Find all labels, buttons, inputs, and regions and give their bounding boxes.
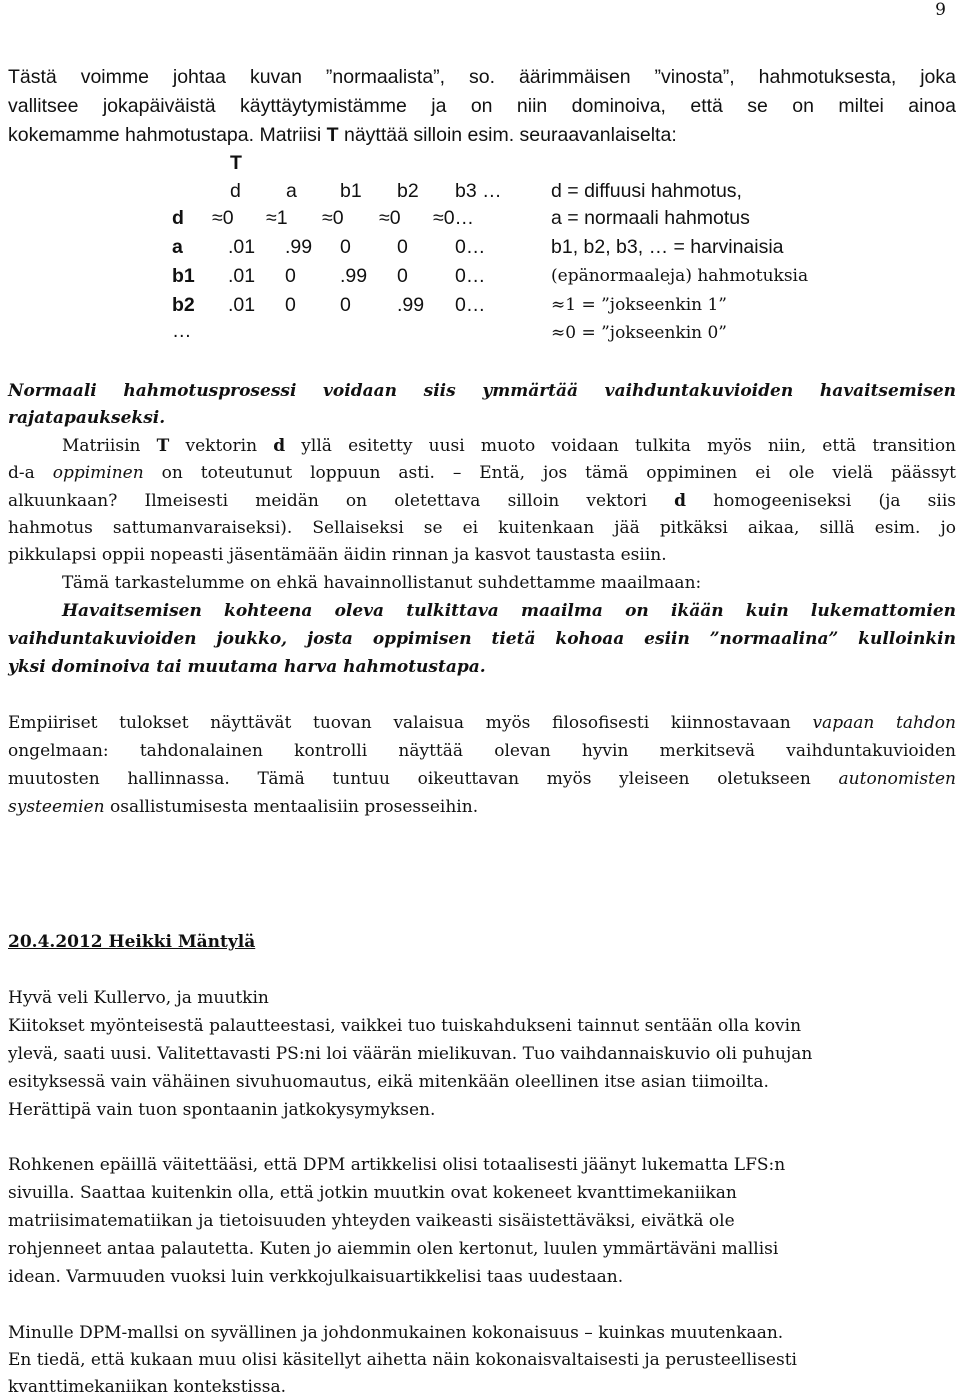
letter-line: idean. Varmuuden vuoksi luin verkkojulkaisuartikkelisi taas uudestaan.: [8, 1267, 624, 1287]
emphasis2-line-2: vaihduntakuvioiden joukko, josta oppimisen tietä kohoaa esiin ”normaalina” kulloinkin: [8, 629, 956, 649]
matrix-cell: .99: [397, 294, 425, 316]
matrix-cell: 0: [340, 236, 351, 258]
letter-line: ylevä, saati uusi. Valitettavasti PS:ni loi väärän mielikuvan. Tuo vaihdannaiskuvio oli puhujan: [8, 1044, 813, 1064]
intro-line-2: vallitsee jokapäiväistä käyttäytymistämme ja on niin dominoiva, että se on miltei ainoa: [8, 95, 956, 117]
matrix-cell: .99: [340, 265, 368, 287]
letter-line: Rohkenen epäillä väitettääsi, että DPM artikkelisi olisi totaalisesti jäänyt lukematta LFS:n: [8, 1155, 786, 1175]
matrix-col-header: b1: [340, 180, 362, 202]
emphasis-line-2: rajatapaukseksi.: [8, 408, 166, 428]
para2-line-5: pikkulapsi oppii nopeasti jäsentämään äidin rinnan ja kasvot taustasta esiin.: [8, 545, 667, 565]
letter-line: Kiitokset myönteisestä palautteestasi, vaikkei tuo tuiskahdukseni tainnut sentään olla kovin: [8, 1016, 802, 1036]
para2-line-2: d-a oppiminen on toteutunut loppuun asti. – Entä, jos tämä oppiminen ei ole vielä päässyt: [8, 463, 956, 483]
emphasis-line-1: Normaali hahmotusprosessi voidaan siis ymmärtää vaihduntakuvioiden havaitsemisen: [8, 381, 956, 401]
matrix-row-label: b2: [172, 294, 195, 316]
intro-line-3: kokemamme hahmotustapa. Matriisi T näyttää silloin esim. seuraavanlaiselta:: [8, 124, 677, 146]
letter-line: esityksessä vain vähäinen sivuhuomautus, eikä mitenkään oleellinen itse asian tiimoilta.: [8, 1072, 769, 1092]
matrix-cell: .01: [228, 236, 256, 258]
matrix-cell: 0: [340, 294, 351, 316]
letter-line: kvanttimekaniikan kontekstissa.: [8, 1377, 286, 1397]
matrix-legend-item: a = normaali hahmotus: [551, 207, 750, 229]
matrix-row-label: d: [172, 207, 184, 229]
para2-line-3: alkuunkaan? Ilmeisesti meidän on oletettava silloin vektori d homogeeniseksi (ja siis: [8, 491, 956, 511]
matrix-cell: .01: [228, 294, 256, 316]
matrix-row-label: a: [172, 236, 183, 258]
matrix-col-header: b3 …: [455, 180, 502, 202]
matrix-legend-item: d = diffuusi hahmotus,: [551, 180, 742, 202]
matrix-col-header: d: [230, 180, 241, 202]
matrix-col-header: b2: [397, 180, 419, 202]
para4-line-1: Empiiriset tulokset näyttävät tuovan valaisua myös filosofisesti kiinnostavaan vapaan tahdon: [8, 713, 956, 733]
matrix-cell: ≈0: [212, 207, 234, 229]
matrix-legend-item: ≈0 = ”jokseenkin 0”: [551, 323, 728, 343]
para4-line-4: systeemien osallistumisesta mentaalisiin prosesseihin.: [8, 797, 479, 817]
matrix-col-header: a: [286, 180, 297, 202]
matrix-legend-item: b1, b2, b3, … = harvinaisia: [551, 236, 784, 258]
matrix-cell: ≈0: [322, 207, 344, 229]
date-signature: 20.4.2012 Heikki Mäntylä: [8, 932, 256, 952]
matrix-row-label: b1: [172, 265, 195, 287]
matrix-cell: ≈0…: [433, 207, 475, 229]
matrix-title: T: [230, 152, 242, 174]
letter-line: Herättipä vain tuon spontaanin jatkokysymyksen.: [8, 1100, 436, 1120]
matrix-cell: 0…: [455, 236, 486, 258]
para4-line-3: muutosten hallinnassa. Tämä tuntuu oikeuttavan myös yleiseen oletukseen autonomisten: [8, 769, 956, 789]
matrix-cell: .01: [228, 265, 256, 287]
matrix-cell: 0: [285, 294, 296, 316]
para3: Tämä tarkastelumme on ehkä havainnollistanut suhdettamme maailmaan:: [62, 573, 702, 593]
matrix-cell: 0: [397, 265, 408, 287]
letter-line: En tiedä, että kukaan muu olisi käsitellyt aihetta näin kokonaisvaltaisesti ja perusteellisesti: [8, 1350, 797, 1370]
matrix-cell: 0…: [455, 294, 486, 316]
letter-line: matriisimatematiikan ja tietoisuuden yhteyden vaikeasti sisäistettäväksi, eivätkä ole: [8, 1211, 735, 1231]
matrix-cell: 0: [397, 236, 408, 258]
para4-line-2: ongelmaan: tahdonalainen kontrolli näyttää olevan hyvin merkitsevä vaihduntakuvioiden: [8, 741, 956, 761]
para2-line-4: hahmotus sattumanvaraiseksi). Sellaiseksi se ei kuitenkaan jää pitkäksi aikaa, sillä esim. jo: [8, 518, 956, 538]
matrix-cell: ≈0: [379, 207, 401, 229]
letter-greeting: Hyvä veli Kullervo, ja muutkin: [8, 988, 269, 1008]
emphasis2-line-1: Havaitsemisen kohteena oleva tulkittava maailma on ikään kuin lukemattomien: [62, 601, 956, 621]
letter-line: rohjenneet antaa palautetta. Kuten jo aiemmin olen kertonut, luulen ymmärtäväni mallisi: [8, 1239, 779, 1259]
matrix-cell: .99: [285, 236, 313, 258]
para2-line-1: Matriisin T vektorin d yllä esitetty uusi muoto voidaan tulkita myös niin, että transition: [62, 436, 956, 456]
page-number: 9: [935, 0, 946, 20]
matrix-legend-item: ≈1 = ”jokseenkin 1”: [551, 295, 728, 315]
emphasis2-line-3: yksi dominoiva tai muutama harva hahmotustapa.: [8, 657, 486, 677]
intro-line-1: Tästä voimme johtaa kuvan ”normaalista”, so. äärimmäisen ”vinosta”, hahmotuksesta, joka: [8, 66, 956, 88]
matrix-ellipsis: …: [172, 320, 192, 342]
matrix-cell: 0: [285, 265, 296, 287]
matrix-cell: 0…: [455, 265, 486, 287]
letter-line: sivuilla. Saattaa kuitenkin olla, että jotkin muutkin ovat kokeneet kvanttimekaniikan: [8, 1183, 737, 1203]
matrix-cell: ≈1: [266, 207, 288, 229]
matrix-legend-item: (epänormaaleja) hahmotuksia: [551, 266, 809, 286]
letter-line: Minulle DPM-mallsi on syvällinen ja johdonmukainen kokonaisuus – kuinkas muutenkaan.: [8, 1323, 784, 1343]
